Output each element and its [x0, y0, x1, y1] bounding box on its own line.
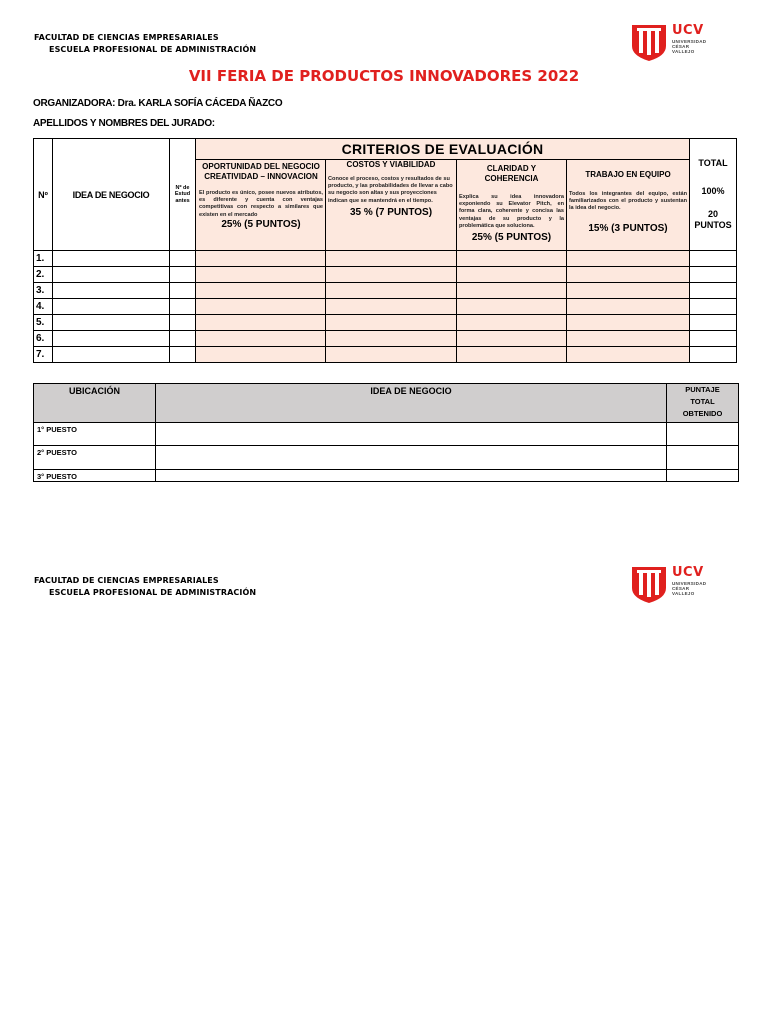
ranking-row — [34, 446, 739, 470]
score-costs-cell[interactable] — [326, 283, 457, 299]
row-number: 4. — [34, 299, 53, 315]
score-costs-cell[interactable] — [326, 315, 457, 331]
total-cell[interactable] — [690, 283, 737, 299]
criterion-opportunity: OPORTUNIDAD DEL NEGOCIO CREATIVIDAD – INNOVACION El producto es único, posee nuevos atributos, es diferente y cuenta con ventajas competitivas con respecto a similares que existen en el mercado 25% (5 PUNTOS) — [196, 160, 326, 251]
ranking-score-cell[interactable] — [667, 423, 739, 446]
total-cell[interactable] — [690, 331, 737, 347]
score-opportunity-cell[interactable] — [196, 283, 326, 299]
students-cell[interactable] — [170, 267, 196, 283]
ranking-idea-cell[interactable] — [156, 470, 667, 482]
score-costs-cell[interactable] — [326, 331, 457, 347]
score-teamwork-cell[interactable] — [567, 251, 690, 267]
row-number: 3. — [34, 283, 53, 299]
footer-faculty-name: FACULTAD DE CIENCIAS EMPRESARIALES — [34, 576, 219, 585]
logo-university-name: UNIVERSIDAD CÉSAR VALLEJO — [672, 39, 707, 54]
score-clarity-cell[interactable] — [457, 347, 567, 363]
table-row — [34, 299, 737, 315]
table-row — [34, 347, 737, 363]
faculty-name: FACULTAD DE CIENCIAS EMPRESARIALES — [34, 33, 219, 42]
idea-cell[interactable] — [53, 299, 170, 315]
table-row — [34, 283, 737, 299]
score-teamwork-cell[interactable] — [567, 315, 690, 331]
score-teamwork-cell[interactable] — [567, 331, 690, 347]
score-opportunity-cell[interactable] — [196, 267, 326, 283]
position-label: 1° PUESTO — [34, 423, 156, 446]
number-header: Nº — [34, 139, 53, 251]
table-row — [34, 315, 737, 331]
total-cell[interactable] — [690, 347, 737, 363]
row-number: 2. — [34, 267, 53, 283]
score-teamwork-cell[interactable] — [567, 299, 690, 315]
total-cell[interactable] — [690, 251, 737, 267]
students-cell[interactable] — [170, 299, 196, 315]
ranking-score-cell[interactable] — [667, 446, 739, 470]
row-number: 1. — [34, 251, 53, 267]
table-row — [34, 331, 737, 347]
criteria-title: CRITERIOS DE EVALUACIÓN — [196, 139, 690, 160]
score-clarity-cell[interactable] — [457, 299, 567, 315]
total-cell[interactable] — [690, 299, 737, 315]
total-header: TOTAL 100% 20 PUNTOS — [690, 139, 737, 251]
score-opportunity-cell[interactable] — [196, 315, 326, 331]
score-costs-cell[interactable] — [326, 299, 457, 315]
score-costs-cell[interactable] — [326, 347, 457, 363]
idea-cell[interactable] — [53, 315, 170, 331]
score-opportunity-cell[interactable] — [196, 347, 326, 363]
criterion-teamwork: TRABAJO EN EQUIPO Todos los integrantes del equipo, están familiarizados con el producto y sustentan la idea del negocio. 15% (3 PUNTOS) — [567, 160, 690, 251]
footer-school-name: ESCUELA PROFESIONAL DE ADMINISTRACIÓN — [49, 588, 257, 597]
score-clarity-cell[interactable] — [457, 251, 567, 267]
students-cell[interactable] — [170, 331, 196, 347]
page-title: VII FERIA DE PRODUCTOS INNOVADORES 2022 — [188, 67, 580, 85]
score-header: PUNTAJE TOTAL OBTENIDO — [667, 384, 739, 423]
score-opportunity-cell[interactable] — [196, 331, 326, 347]
ranking-score-cell[interactable] — [667, 470, 739, 482]
ranking-row — [34, 470, 739, 482]
score-costs-cell[interactable] — [326, 267, 457, 283]
ranking-row — [34, 423, 739, 446]
shield-icon — [630, 22, 668, 62]
jury-line: APELLIDOS Y NOMBRES DEL JURADO: — [33, 118, 215, 129]
shield-icon — [630, 564, 668, 604]
score-costs-cell[interactable] — [326, 251, 457, 267]
students-cell[interactable] — [170, 347, 196, 363]
score-clarity-cell[interactable] — [457, 331, 567, 347]
idea-cell[interactable] — [53, 283, 170, 299]
score-clarity-cell[interactable] — [457, 267, 567, 283]
total-cell[interactable] — [690, 267, 737, 283]
score-teamwork-cell[interactable] — [567, 347, 690, 363]
ranking-table — [33, 383, 739, 482]
school-name: ESCUELA PROFESIONAL DE ADMINISTRACIÓN — [49, 45, 257, 54]
table-row — [34, 251, 737, 267]
idea-cell[interactable] — [53, 347, 170, 363]
footer-logo-acronym: UCV — [672, 565, 704, 580]
criterion-clarity: CLARIDAD Y COHERENCIA Explica su idea innovadora exponiendo su Elevator Pitch, en forma clara, coherente y concisa las ventajas de su producto y la problemática que soluciona. 25% (5 PUNTOS) — [457, 160, 567, 251]
ranking-idea-cell[interactable] — [156, 423, 667, 446]
students-cell[interactable] — [170, 315, 196, 331]
idea-cell[interactable] — [53, 331, 170, 347]
score-opportunity-cell[interactable] — [196, 251, 326, 267]
table-row — [34, 267, 737, 283]
location-header: UBICACIÓN — [34, 384, 156, 423]
footer-university-logo — [630, 564, 710, 608]
row-number: 7. — [34, 347, 53, 363]
score-clarity-cell[interactable] — [457, 283, 567, 299]
university-logo — [630, 22, 710, 66]
organizer-line: ORGANIZADORA: Dra. KARLA SOFÍA CÁCEDA ÑAZCO — [33, 98, 283, 109]
score-opportunity-cell[interactable] — [196, 299, 326, 315]
score-clarity-cell[interactable] — [457, 315, 567, 331]
evaluation-table — [33, 138, 737, 363]
logo-acronym: UCV — [672, 23, 704, 38]
row-number: 5. — [34, 315, 53, 331]
idea-cell[interactable] — [53, 267, 170, 283]
ranking-idea-cell[interactable] — [156, 446, 667, 470]
footer-logo-university-name: UNIVERSIDAD CÉSAR VALLEJO — [672, 581, 707, 596]
position-label: 2° PUESTO — [34, 446, 156, 470]
ranking-idea-header: IDEA DE NEGOCIO — [156, 384, 667, 423]
score-teamwork-cell[interactable] — [567, 283, 690, 299]
idea-cell[interactable] — [53, 251, 170, 267]
students-cell[interactable] — [170, 251, 196, 267]
idea-header: IDEA DE NEGOCIO — [53, 139, 170, 251]
position-label: 3° PUESTO — [34, 470, 156, 482]
students-cell[interactable] — [170, 283, 196, 299]
score-teamwork-cell[interactable] — [567, 267, 690, 283]
students-header: Nº de Estud antes — [170, 139, 196, 251]
total-cell[interactable] — [690, 315, 737, 331]
criterion-costs: COSTOS Y VIABILIDAD Conoce el proceso, costos y resultados de su producto, y las probabilidades de llevar a cabo su negocio son altas y sus proyecciones indican que se mantendrá en el tiempo. 35 % (7 PUNTOS) — [326, 160, 457, 251]
row-number: 6. — [34, 331, 53, 347]
